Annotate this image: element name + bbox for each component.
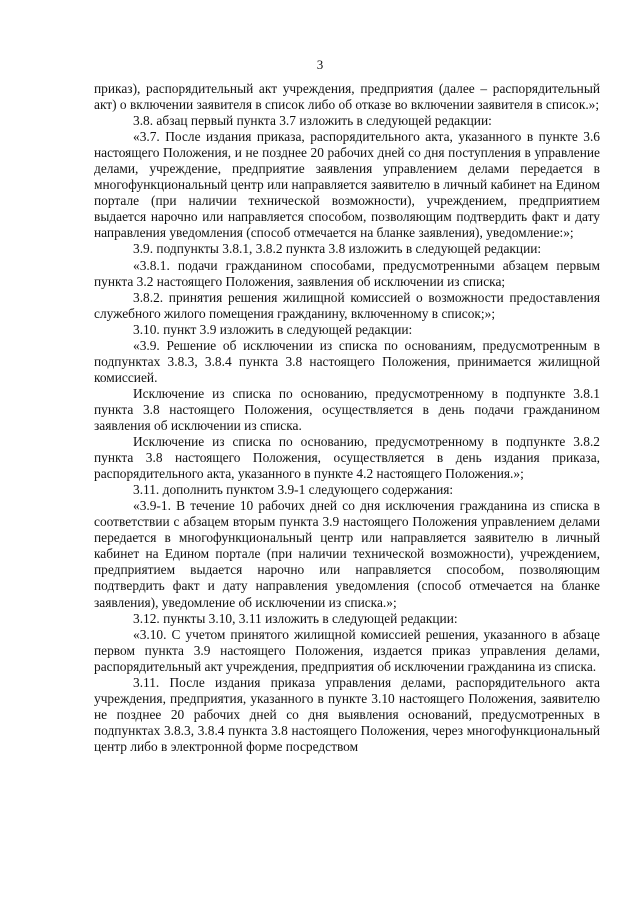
document-body bbox=[94, 81, 600, 755]
paragraph-clause-3-11: 3.11. После издания приказа управления делами, распорядительного акта учреждения, предприятия, указанного в пункте 3.10 настоящего Положения, заявителю не позднее 20 рабочих дней со дня выявления оснований, предусмотренных в подпунктах 3.8.3, 3.8.4 пункта 3.8 настоящего Положения, через многофункциональный центр либо в электронной форме посредством bbox=[94, 674, 600, 754]
paragraph-continuation: приказ), распорядительный акт учреждения, предприятия (далее – распорядительный акт) о включении заявителя в список либо об отказе во включении заявителя в список.»; bbox=[94, 81, 600, 113]
paragraph-clause-3-7: «3.7. После издания приказа, распорядительного акта, указанного в пункте 3.6 настоящего Положения, и не позднее 20 рабочих дней со дня поступления в управление делами, учреждение, предприятие заявления управлением делами передается в многофункциональный центр или направляется заявителю в личный кабинет на Едином портале (при наличии технической возможности), учреждением, предприятием выдается нарочно или направляется способом, позволяющим подтвердить факт и дату направления уведомления (способ отмечается на бланке заявления), уведомление:»; bbox=[94, 129, 600, 241]
page-number: 3 bbox=[316, 57, 324, 72]
paragraph-clause-3-8-2: 3.8.2. принятия решения жилищной комиссией о возможности предоставления служебного жилого помещения гражданину, включенному в список;»; bbox=[94, 289, 600, 321]
paragraph-amendment-3-9: 3.9. подпункты 3.8.1, 3.8.2 пункта 3.8 изложить в следующей редакции: bbox=[133, 241, 542, 257]
paragraph-clause-3-10: «3.10. С учетом принятого жилищной комиссией решения, указанного в абзаце первом пункта 3.9 настоящего Положения, издается приказ управления делами, распорядительный акт учреждения, предприятия об исключении гражданина из списка. bbox=[94, 626, 600, 674]
paragraph-amendment-3-10: 3.10. пункт 3.9 изложить в следующей редакции: bbox=[133, 321, 413, 337]
paragraph-clause-3-9-1: «3.9-1. В течение 10 рабочих дней со дня исключения гражданина из списка в соответствии с абзацем вторым пункта 3.9 настоящего Положения управлением делами передается в многофункциональный центр или направляется заявителю в личный кабинет на Едином портале (при наличии технической возможности), учреждением, предприятием выдается нарочно или направляется способом, позволяющим подтвердить факт и дату направления уведомления (способ отмечается на бланке заявления), уведомление об исключении из списка.»; bbox=[94, 498, 600, 610]
paragraph-clause-3-9-second: Исключение из списка по основанию, предусмотренному в подпункте 3.8.1 пункта 3.8 настоящего Положения, осуществляется в день подачи гражданином заявления об исключении из списка. bbox=[94, 385, 600, 433]
paragraph-clause-3-8-1: «3.8.1. подачи гражданином способами, предусмотренными абзацем первым пункта 3.2 настоящего Положения, заявления об исключении из списка; bbox=[94, 257, 600, 289]
paragraph-amendment-3-11: 3.11. дополнить пунктом 3.9-1 следующего содержания: bbox=[133, 482, 454, 498]
paragraph-clause-3-9-third: Исключение из списка по основанию, предусмотренному в подпункте 3.8.2 пункта 3.8 настоящего Положения, осуществляется в день издания приказа, распорядительного акта, указанного в пункте 4.2 настоящего Положения.»; bbox=[94, 434, 600, 482]
paragraph-amendment-3-8: 3.8. абзац первый пункта 3.7 изложить в следующей редакции: bbox=[133, 113, 492, 129]
paragraph-amendment-3-12: 3.12. пункты 3.10, 3.11 изложить в следующей редакции: bbox=[133, 610, 458, 626]
paragraph-clause-3-9: «3.9. Решение об исключении из списка по основаниям, предусмотренным в подпунктах 3.8.3, 3.8.4 пункта 3.8 настоящего Положения, принимается жилищной комиссией. bbox=[94, 337, 600, 385]
